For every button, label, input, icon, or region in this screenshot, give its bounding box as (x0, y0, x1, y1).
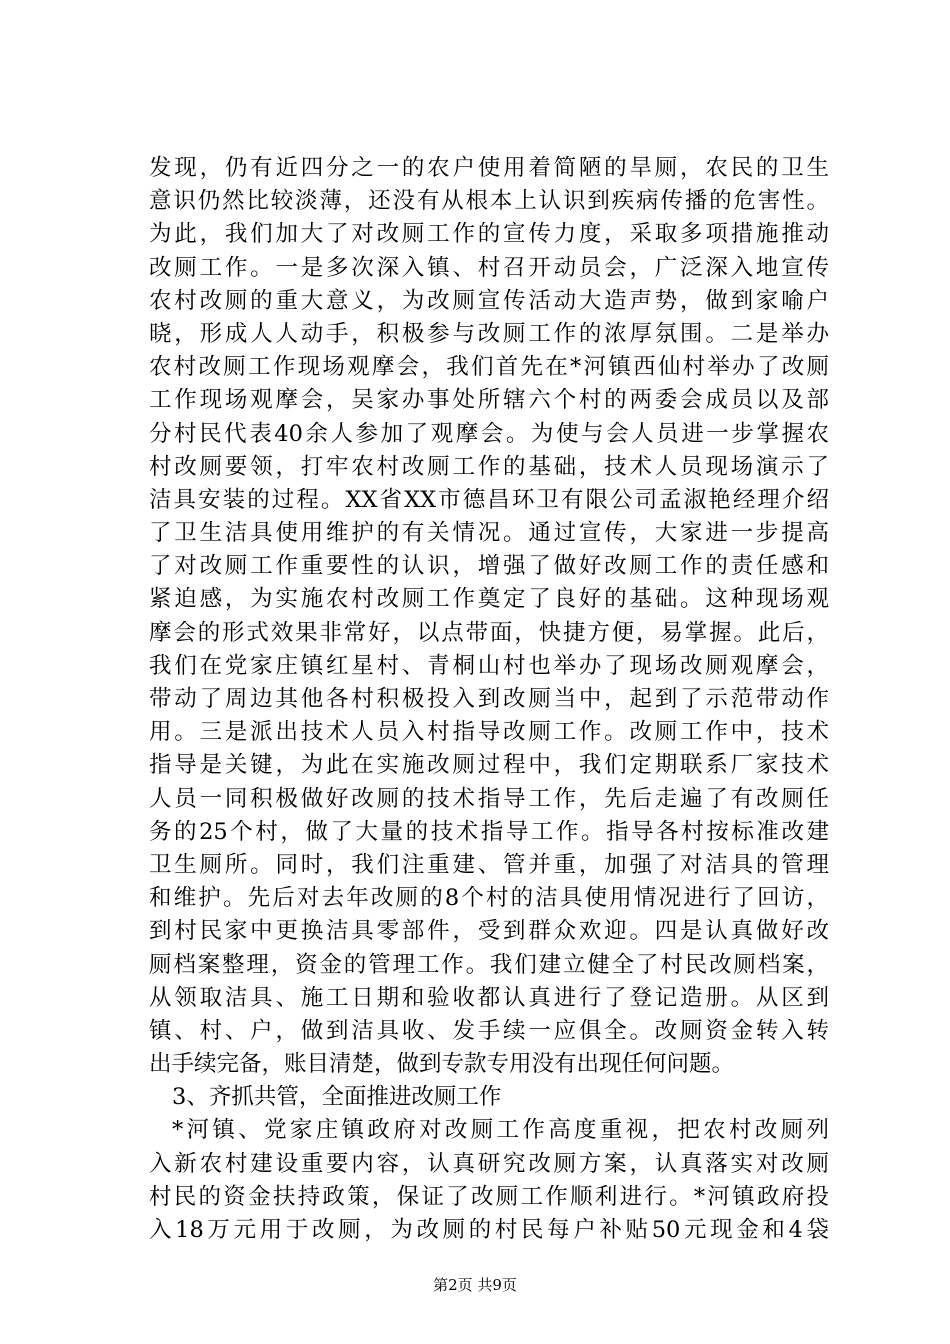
section-heading: 3、齐抓共管，全面推进改厕工作 (172, 1084, 502, 1111)
text-line: 分村民代表40余人参加了观摩会。为使与会人员进一步掌握农 (149, 420, 829, 447)
text-line: 发现，仍有近四分之一的农户使用着简陋的旱厕，农民的卫生 (149, 155, 829, 181)
body-text (149, 152, 829, 1247)
text-line: 我们在党家庄镇红星村、青桐山村也举办了现场改厕观摩会， (149, 652, 829, 679)
text-line: 农村改厕工作现场观摩会，我们首先在*河镇西仙村举办了改厕 (149, 354, 829, 381)
text-line: 务的25个村，做了大量的技术指导工作。指导各村按标准改建 (149, 818, 829, 845)
text-line: 从领取洁具、施工日期和验收都认真进行了登记造册。从区到 (149, 984, 829, 1011)
text-line: 入新农村建设重要内容，认真研究改厕方案，认真落实对改厕 (149, 1150, 829, 1177)
text-line: *河镇、党家庄镇政府对改厕工作高度重视，把农村改厕列 (172, 1117, 829, 1144)
text-line: 了对改厕工作重要性的认识，增强了做好改厕工作的责任感和 (149, 553, 829, 580)
text-line: 为此，我们加大了对改厕工作的宣传力度，采取多项措施推动 (149, 221, 829, 248)
text-line: 洁具安装的过程。XX省XX市德昌环卫有限公司孟淑艳经理介绍 (149, 486, 829, 513)
text-line: 意识仍然比较淡薄，还没有从根本上认识到疾病传播的危害性。 (149, 188, 829, 215)
text-line: 村民的资金扶持政策，保证了改厕工作顺利进行。*河镇政府投 (149, 1183, 829, 1210)
text-line: 带动了周边其他各村积极投入到改厕当中，起到了示范带动作 (149, 686, 829, 712)
text-line: 工作现场观摩会，吴家办事处所辖六个村的两委会成员以及部 (149, 387, 829, 414)
text-line: 出手续完备，账目清楚，做到专款专用没有出现任何问题。 (149, 1051, 735, 1078)
text-line: 村改厕要领，打牢农村改厕工作的基础，技术人员现场演示了 (149, 453, 829, 480)
text-line: 厕档案整理，资金的管理工作。我们建立健全了村民改厕档案， (149, 951, 829, 978)
text-line: 到村民家中更换洁具零部件，受到群众欢迎。四是认真做好改 (149, 918, 829, 945)
text-line: 用。三是派出技术人员入村指导改厕工作。改厕工作中，技术 (149, 719, 829, 746)
text-line: 和维护。先后对去年改厕的8个村的洁具使用情况进行了回访， (149, 885, 829, 912)
text-line: 改厕工作。一是多次深入镇、村召开动员会，广泛深入地宣传 (149, 254, 829, 281)
text-line: 了卫生洁具使用维护的有关情况。通过宣传，大家进一步提高 (149, 520, 829, 547)
text-line: 卫生厕所。同时，我们注重建、管并重，加强了对洁具的管理 (149, 851, 829, 878)
text-line: 镇、村、户，做到洁具收、发手续一应俱全。改厕资金转入转 (149, 1017, 829, 1044)
text-line: 摩会的形式效果非常好，以点带面，快捷方便，易掌握。此后， (149, 619, 829, 646)
text-line: 紧迫感，为实施农村改厕工作奠定了良好的基础。这种现场观 (149, 586, 829, 613)
text-line: 入18万元用于改厕，为改厕的村民每户补贴50元现金和4袋 (149, 1217, 829, 1243)
text-line: 指导是关键，为此在实施改厕过程中，我们定期联系厂家技术 (149, 752, 829, 779)
text-line: 人员一同积极做好改厕的技术指导工作，先后走遍了有改厕任 (149, 785, 829, 812)
page-footer: 第2页 共9页 (433, 1276, 517, 1294)
text-line: 农村改厕的重大意义，为改厕宣传活动大造声势，做到家喻户 (149, 287, 829, 314)
text-line: 晓，形成人人动手，积极参与改厕工作的浓厚氛围。二是举办 (149, 320, 829, 347)
